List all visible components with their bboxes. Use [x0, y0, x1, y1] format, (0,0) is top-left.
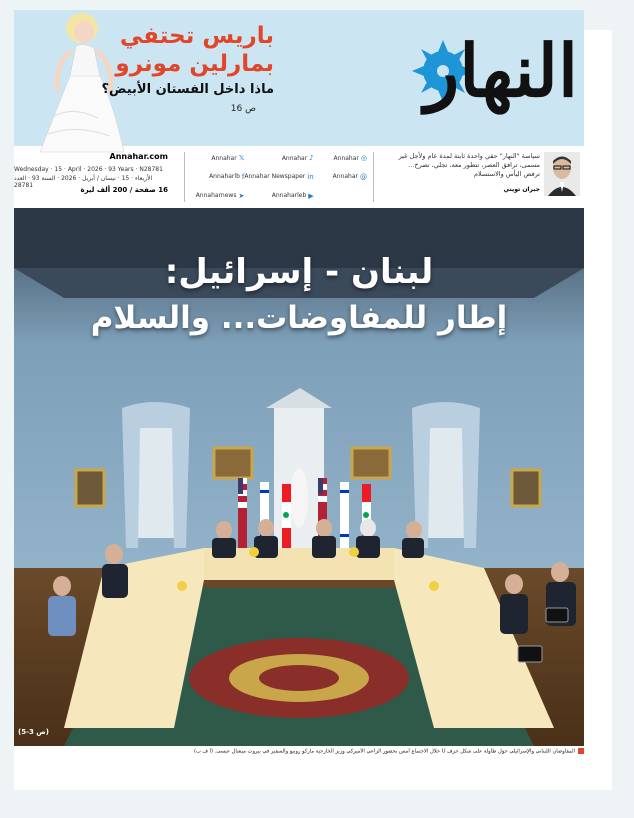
hero-page-ref: (ص 3-5)	[18, 728, 49, 736]
youtube-icon: ▶	[308, 191, 314, 200]
columnist-portrait	[544, 152, 580, 196]
logo-wordmark: النهار	[424, 28, 578, 113]
social-label: Annahar	[332, 173, 358, 181]
photo-caption	[14, 748, 584, 755]
issue-date-ar: الأربعاء · 15 · نيسان / أبريل · 2026 · السنة 93 · العدد 28781	[14, 175, 153, 189]
info-bar	[14, 150, 584, 202]
social-item-facebook[interactable]	[191, 171, 244, 184]
columnist-box	[386, 150, 584, 202]
social-item-x[interactable]	[191, 152, 244, 165]
social-label: Annahar	[281, 154, 308, 162]
promo-subtitle: ماذا داخل الفستان الأبيض؟	[101, 82, 274, 97]
social-item-linkedin[interactable]	[241, 171, 314, 184]
caption-text: المفاوضان اللبناني والإسرائيلي حول طاولة على شكل حرف U خلال الاجتماع أمس بحضور الراعي الأميركي وزير الخارجية ماركو روبيو والسفير في بيروت ميشال عيسى. (أ ف ب)	[193, 748, 575, 755]
social-label: Annaharlb	[209, 173, 240, 181]
promo-page-ref: ص 16	[230, 104, 256, 114]
social-label: Annahar	[333, 154, 359, 162]
promo-title-line1: باريس تحتفي	[119, 23, 274, 49]
social-label: Annahar	[211, 154, 237, 162]
threads-icon: @	[360, 172, 367, 181]
caption-square-icon	[578, 748, 584, 754]
issue-price: 16 صفحة / 200 ألف ليرة	[80, 186, 168, 194]
promo-title-line2: بمارلين مونرو	[115, 51, 274, 77]
instagram-icon: ◎	[360, 154, 367, 163]
telegram-icon: ➤	[238, 191, 245, 200]
social-item-threads[interactable]	[314, 171, 367, 184]
social-label: Annaharleb	[271, 192, 307, 200]
facebook-icon: f	[241, 172, 245, 181]
columnist-author: جبران تويني	[503, 186, 540, 193]
newspaper-logo[interactable]	[340, 20, 580, 130]
columnist-quote: سياسة "النهار" حقي واحدة ثابتة لمدة عام ولأجل غير مسمى، ترافق العصر، تتطور معه، تجلي، تصرخ... ترفض اليأس والاستسلام	[398, 152, 540, 178]
headline-line2: إطار للمفاوضات... والسلام	[90, 300, 508, 336]
tiktok-icon: ♪	[309, 154, 314, 163]
social-item-instagram[interactable]	[314, 152, 367, 165]
promo-block[interactable]	[14, 6, 278, 156]
issue-date-en: Wednesday · 15 · April · 2026 · 93 Years · N28781	[14, 166, 163, 173]
hero-photo[interactable]	[14, 208, 584, 746]
social-links	[184, 152, 374, 202]
social-label: Annahar Newspaper	[244, 173, 306, 181]
headline-line1: لبنان - إسرائيل:	[164, 252, 434, 292]
social-label: Annaharnews	[195, 192, 237, 200]
social-item-tiktok[interactable]	[244, 152, 313, 165]
social-item-telegram[interactable]	[191, 189, 244, 202]
main-headline[interactable]	[14, 248, 584, 340]
social-item-youtube[interactable]	[244, 189, 313, 202]
linkedin-icon: in	[307, 172, 314, 181]
x-icon: 𝕏	[238, 154, 245, 163]
issue-info	[14, 150, 174, 202]
promo-title	[104, 22, 274, 78]
site-url[interactable]: Annahar.com	[109, 152, 168, 161]
